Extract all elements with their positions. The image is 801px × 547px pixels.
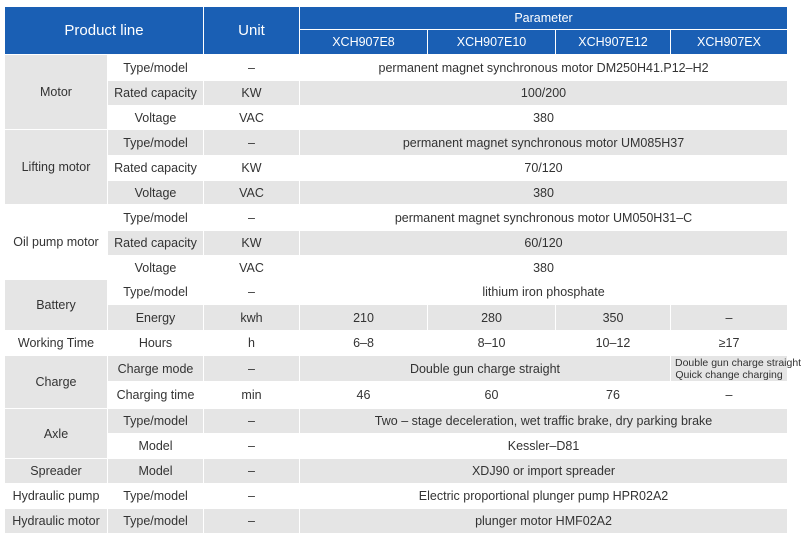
row-value: permanent magnet synchronous motor UM050H31–C	[300, 205, 788, 231]
cell-value-ex: ≥17	[671, 331, 788, 356]
row-unit: VAC	[204, 181, 300, 205]
row-unit: –	[204, 459, 300, 484]
cell-value-e12: 350	[556, 305, 671, 331]
row-value: 60/120	[300, 231, 788, 256]
row-value: 380	[300, 256, 788, 280]
row-label: Charging time	[108, 382, 204, 409]
row-label: Energy	[108, 305, 204, 331]
row-unit: KW	[204, 156, 300, 181]
row-label: Type/model	[108, 484, 204, 509]
row-unit: –	[204, 130, 300, 156]
row-value: lithium iron phosphate	[300, 280, 788, 305]
row-label: Hours	[108, 331, 204, 356]
row-unit: min	[204, 382, 300, 409]
row-label: Voltage	[108, 106, 204, 130]
row-unit: –	[204, 205, 300, 231]
row-unit: h	[204, 331, 300, 356]
row-value: Kessler–D81	[300, 434, 788, 459]
cell-value-e8: 46	[300, 382, 428, 409]
row-label: Rated capacity	[108, 81, 204, 106]
row-value: Two – stage deceleration, wet traffic brake, dry parking brake	[300, 409, 788, 434]
row-value: 100/200	[300, 81, 788, 106]
row-value: 70/120	[300, 156, 788, 181]
group-hydraulic-motor: Hydraulic motor	[5, 509, 108, 534]
spec-table	[4, 6, 801, 534]
row-unit: VAC	[204, 106, 300, 130]
cell-value-e12: 10–12	[556, 331, 671, 356]
row-label: Type/model	[108, 409, 204, 434]
row-unit: –	[204, 434, 300, 459]
cell-value-e10: 8–10	[428, 331, 556, 356]
row-label: Type/model	[108, 130, 204, 156]
group-motor: Motor	[5, 55, 108, 130]
cell-value-ex: –	[671, 305, 788, 331]
row-unit: –	[204, 356, 300, 382]
row-label: Rated capacity	[108, 231, 204, 256]
row-unit: –	[204, 55, 300, 81]
row-label: Model	[108, 459, 204, 484]
row-unit: –	[204, 509, 300, 534]
cell-value-ex: –	[671, 382, 788, 409]
row-label: Type/model	[108, 280, 204, 305]
row-unit: kwh	[204, 305, 300, 331]
row-unit: –	[204, 484, 300, 509]
row-value: 380	[300, 181, 788, 205]
cell-value-e10: 280	[428, 305, 556, 331]
row-label: Voltage	[108, 256, 204, 280]
group-lifting-motor: Lifting motor	[5, 130, 108, 205]
header-model-e8: XCH907E8	[300, 30, 428, 55]
row-value: permanent magnet synchronous motor DM250H41.P12–H2	[300, 55, 788, 81]
header-unit: Unit	[204, 7, 300, 55]
row-value: Double gun charge straight	[300, 356, 671, 382]
group-working-time: Working Time	[5, 331, 108, 356]
group-axle: Axle	[5, 409, 108, 459]
row-label: Charge mode	[108, 356, 204, 382]
cell-value-e10: 60	[428, 382, 556, 409]
row-value: 380	[300, 106, 788, 130]
row-label: Type/model	[108, 55, 204, 81]
row-label: Type/model	[108, 205, 204, 231]
group-spreader: Spreader	[5, 459, 108, 484]
group-oil-pump-motor: Oil pump motor	[5, 205, 108, 280]
cell-value-e8: 6–8	[300, 331, 428, 356]
cell-value-e12: 76	[556, 382, 671, 409]
row-value: Electric proportional plunger pump HPR02A2	[300, 484, 788, 509]
row-unit: KW	[204, 231, 300, 256]
group-battery: Battery	[5, 280, 108, 331]
row-label: Type/model	[108, 509, 204, 534]
row-label: Voltage	[108, 181, 204, 205]
row-unit: KW	[204, 81, 300, 106]
row-unit: VAC	[204, 256, 300, 280]
charge-mode-ex-line1: Double gun charge straight	[675, 356, 801, 369]
header-parameter: Parameter	[300, 7, 788, 30]
row-label: Rated capacity	[108, 156, 204, 181]
row-value: permanent magnet synchronous motor UM085H37	[300, 130, 788, 156]
group-hydraulic-pump: Hydraulic pump	[5, 484, 108, 509]
header-model-e12: XCH907E12	[556, 30, 671, 55]
header-product-line: Product line	[5, 7, 204, 55]
charge-mode-ex-line2: Quick change charging	[675, 368, 783, 381]
row-unit: –	[204, 409, 300, 434]
cell-value-e8: 210	[300, 305, 428, 331]
row-label: Model	[108, 434, 204, 459]
group-charge: Charge	[5, 356, 108, 409]
row-value: XDJ90 or import spreader	[300, 459, 788, 484]
row-value: plunger motor HMF02A2	[300, 509, 788, 534]
cell-value-ex-charge-mode	[671, 356, 801, 382]
header-model-e10: XCH907E10	[428, 30, 556, 55]
spec-table-wrapper	[4, 6, 801, 534]
row-unit: –	[204, 280, 300, 305]
header-model-ex: XCH907EX	[671, 30, 788, 55]
